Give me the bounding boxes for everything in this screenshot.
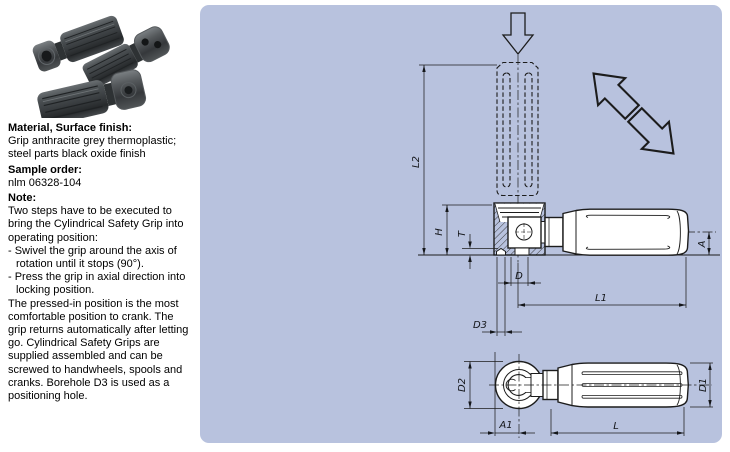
dim-label-l2: L2 (411, 156, 422, 168)
technical-drawing (200, 5, 722, 443)
dim-label-a1: A1 (499, 420, 513, 431)
sample-order-heading: Sample order: (8, 163, 82, 176)
dim-label-d2: D2 (457, 377, 468, 393)
dim-label-d: D (515, 271, 523, 282)
sample-order-value: nlm 06328-104 (8, 176, 82, 189)
note-bullet: - Swivel the grip around the axis of rotation until it stops (90°). (8, 244, 177, 271)
dim-label-l: L (613, 421, 619, 432)
note-bullet: - Press the grip in axial direction into locking position. (8, 271, 186, 297)
material-heading: Material, Surface finish: (8, 122, 133, 134)
material-line: steel parts black oxide finish (8, 148, 146, 161)
note-intro: Two steps have to be executed to bring the Cylindrical Safety Grip into operating position: (8, 205, 184, 244)
note-heading: Note: (8, 192, 37, 205)
product-photo (8, 4, 186, 118)
dim-label-t: T (457, 230, 468, 238)
note-outro: The pressed-in position is the most comfortable position to crank. The grip returns automatically after letting go. Cylindrical Safety Grips are supplied assembled and can be screwed to handwheels, spools and cranks. Borehole D3 is used as a positioning hole. (8, 297, 189, 403)
dim-label-l1: L1 (595, 293, 607, 304)
material-line: Grip anthracite grey thermoplastic; (8, 135, 177, 148)
dim-label-d3: D3 (472, 320, 488, 331)
product-description (8, 120, 194, 403)
dim-label-h: H (434, 228, 445, 236)
dim-label-d1: D1 (698, 377, 709, 393)
dim-label-a: A (697, 240, 708, 248)
